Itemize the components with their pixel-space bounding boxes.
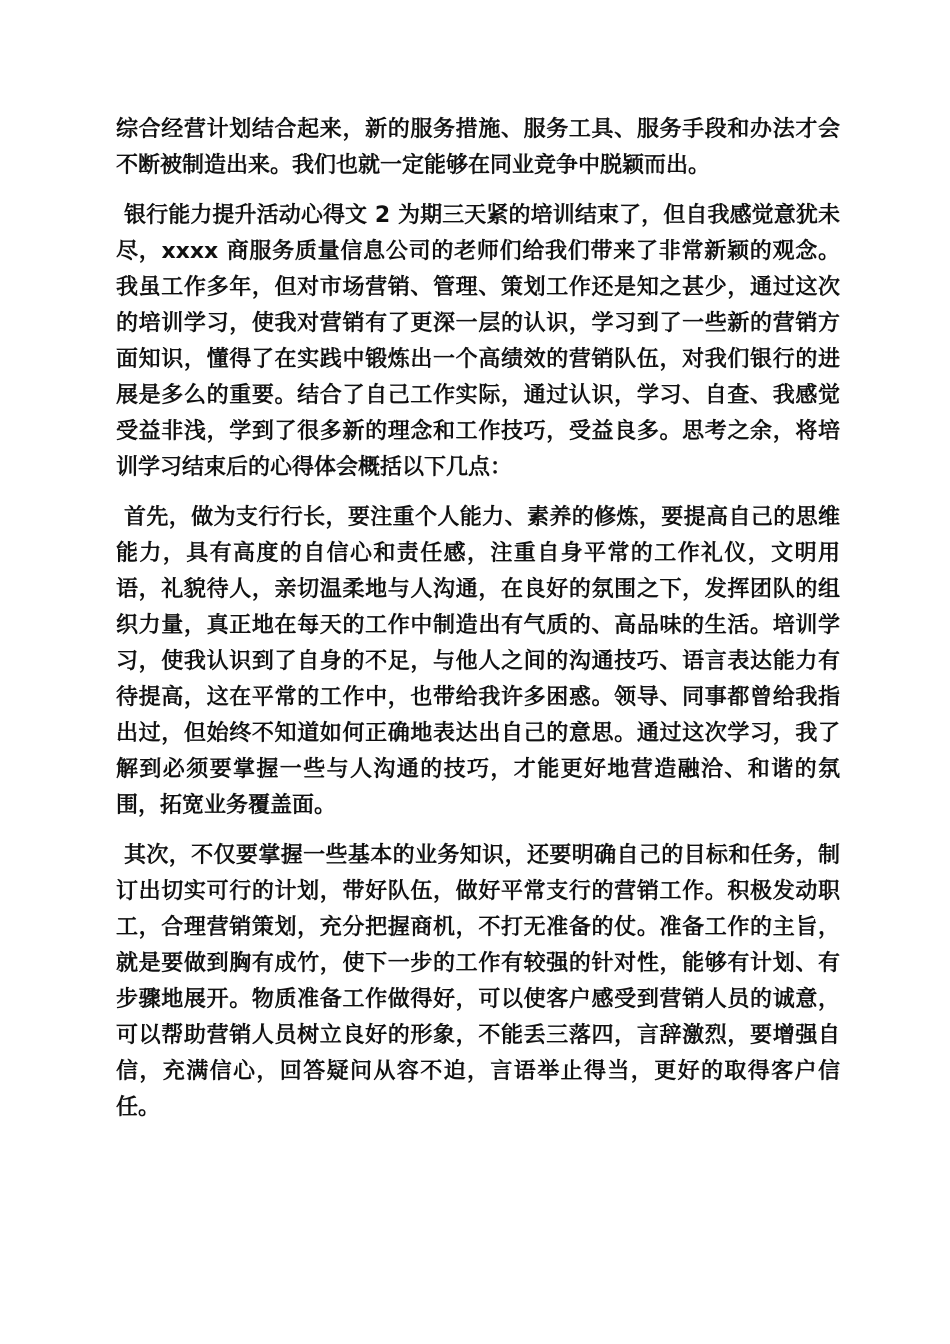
- paragraph-4: 其次，不仅要掌握一些基本的业务知识，还要明确自己的目标和任务，制订出切实可行的计划，带好队伍，做好平常支行的营销工作。积极发动职工，合理营销策划，充分把握商机，不打无准备的仗。准备工作的主旨，就是要做到胸有成竹，使下一步的工作有较强的针对性，能够有计划、有步骤地展开。物质准备工作做得好，可以使客户感受到营销人员的诚意，可以帮助营销人员树立良好的形象，不能丢三落四，言辞激烈，要增强自信，充满信心，回答疑问从容不迫，言语举止得当，更好的取得客户信任。: [116, 843, 840, 1120]
- paragraph-1: 综合经营计划结合起来，新的服务措施、服务工具、服务手段和办法才会不断被制造出来。我们也就一定能够在同业竞争中脱颖而出。: [116, 117, 840, 178]
- document-body: [116, 112, 840, 1140]
- paragraph-3: 首先，做为支行行长，要注重个人能力、素养的修炼，要提高自己的思维能力，具有高度的自信心和责任感，注重自身平常的工作礼仪，文明用语，礼貌待人，亲切温柔地与人沟通，在良好的氛围之下，发挥团队的组织力量，真正地在每天的工作中制造出有气质的、高品味的生活。培训学习，使我认识到了自身的不足，与他人之间的沟通技巧、语言表达能力有待提高，这在平常的工作中，也带给我许多困惑。领导、同事都曾给我指出过，但始终不知道如何正确地表达出自己的意思。通过这次学习，我了解到必须要掌握一些与人沟通的技巧，才能更好地营造融洽、和谐的氛围，拓宽业务覆盖面。: [116, 505, 840, 818]
- paragraph-2: 银行能力提升活动心得文 2 为期三天紧的培训结束了，但自我感觉意犹未尽，xxxx 商服务质量信息公司的老师们给我们带来了非常新颖的观念。我虽工作多年，但对市场营销、管理、策划工作还是知之甚少，通过这次的培训学习，使我对营销有了更深一层的认识，学习到了一些新的营销方面知识，懂得了在实践中锻炼出一个高绩效的营销队伍，对我们银行的进展是多么的重要。结合了自己工作实际，通过认识，学习、自查、我感觉受益非浅，学到了很多新的理念和工作技巧，受益良多。思考之余，将培训学习结束后的心得体会概括以下几点：: [116, 203, 840, 480]
